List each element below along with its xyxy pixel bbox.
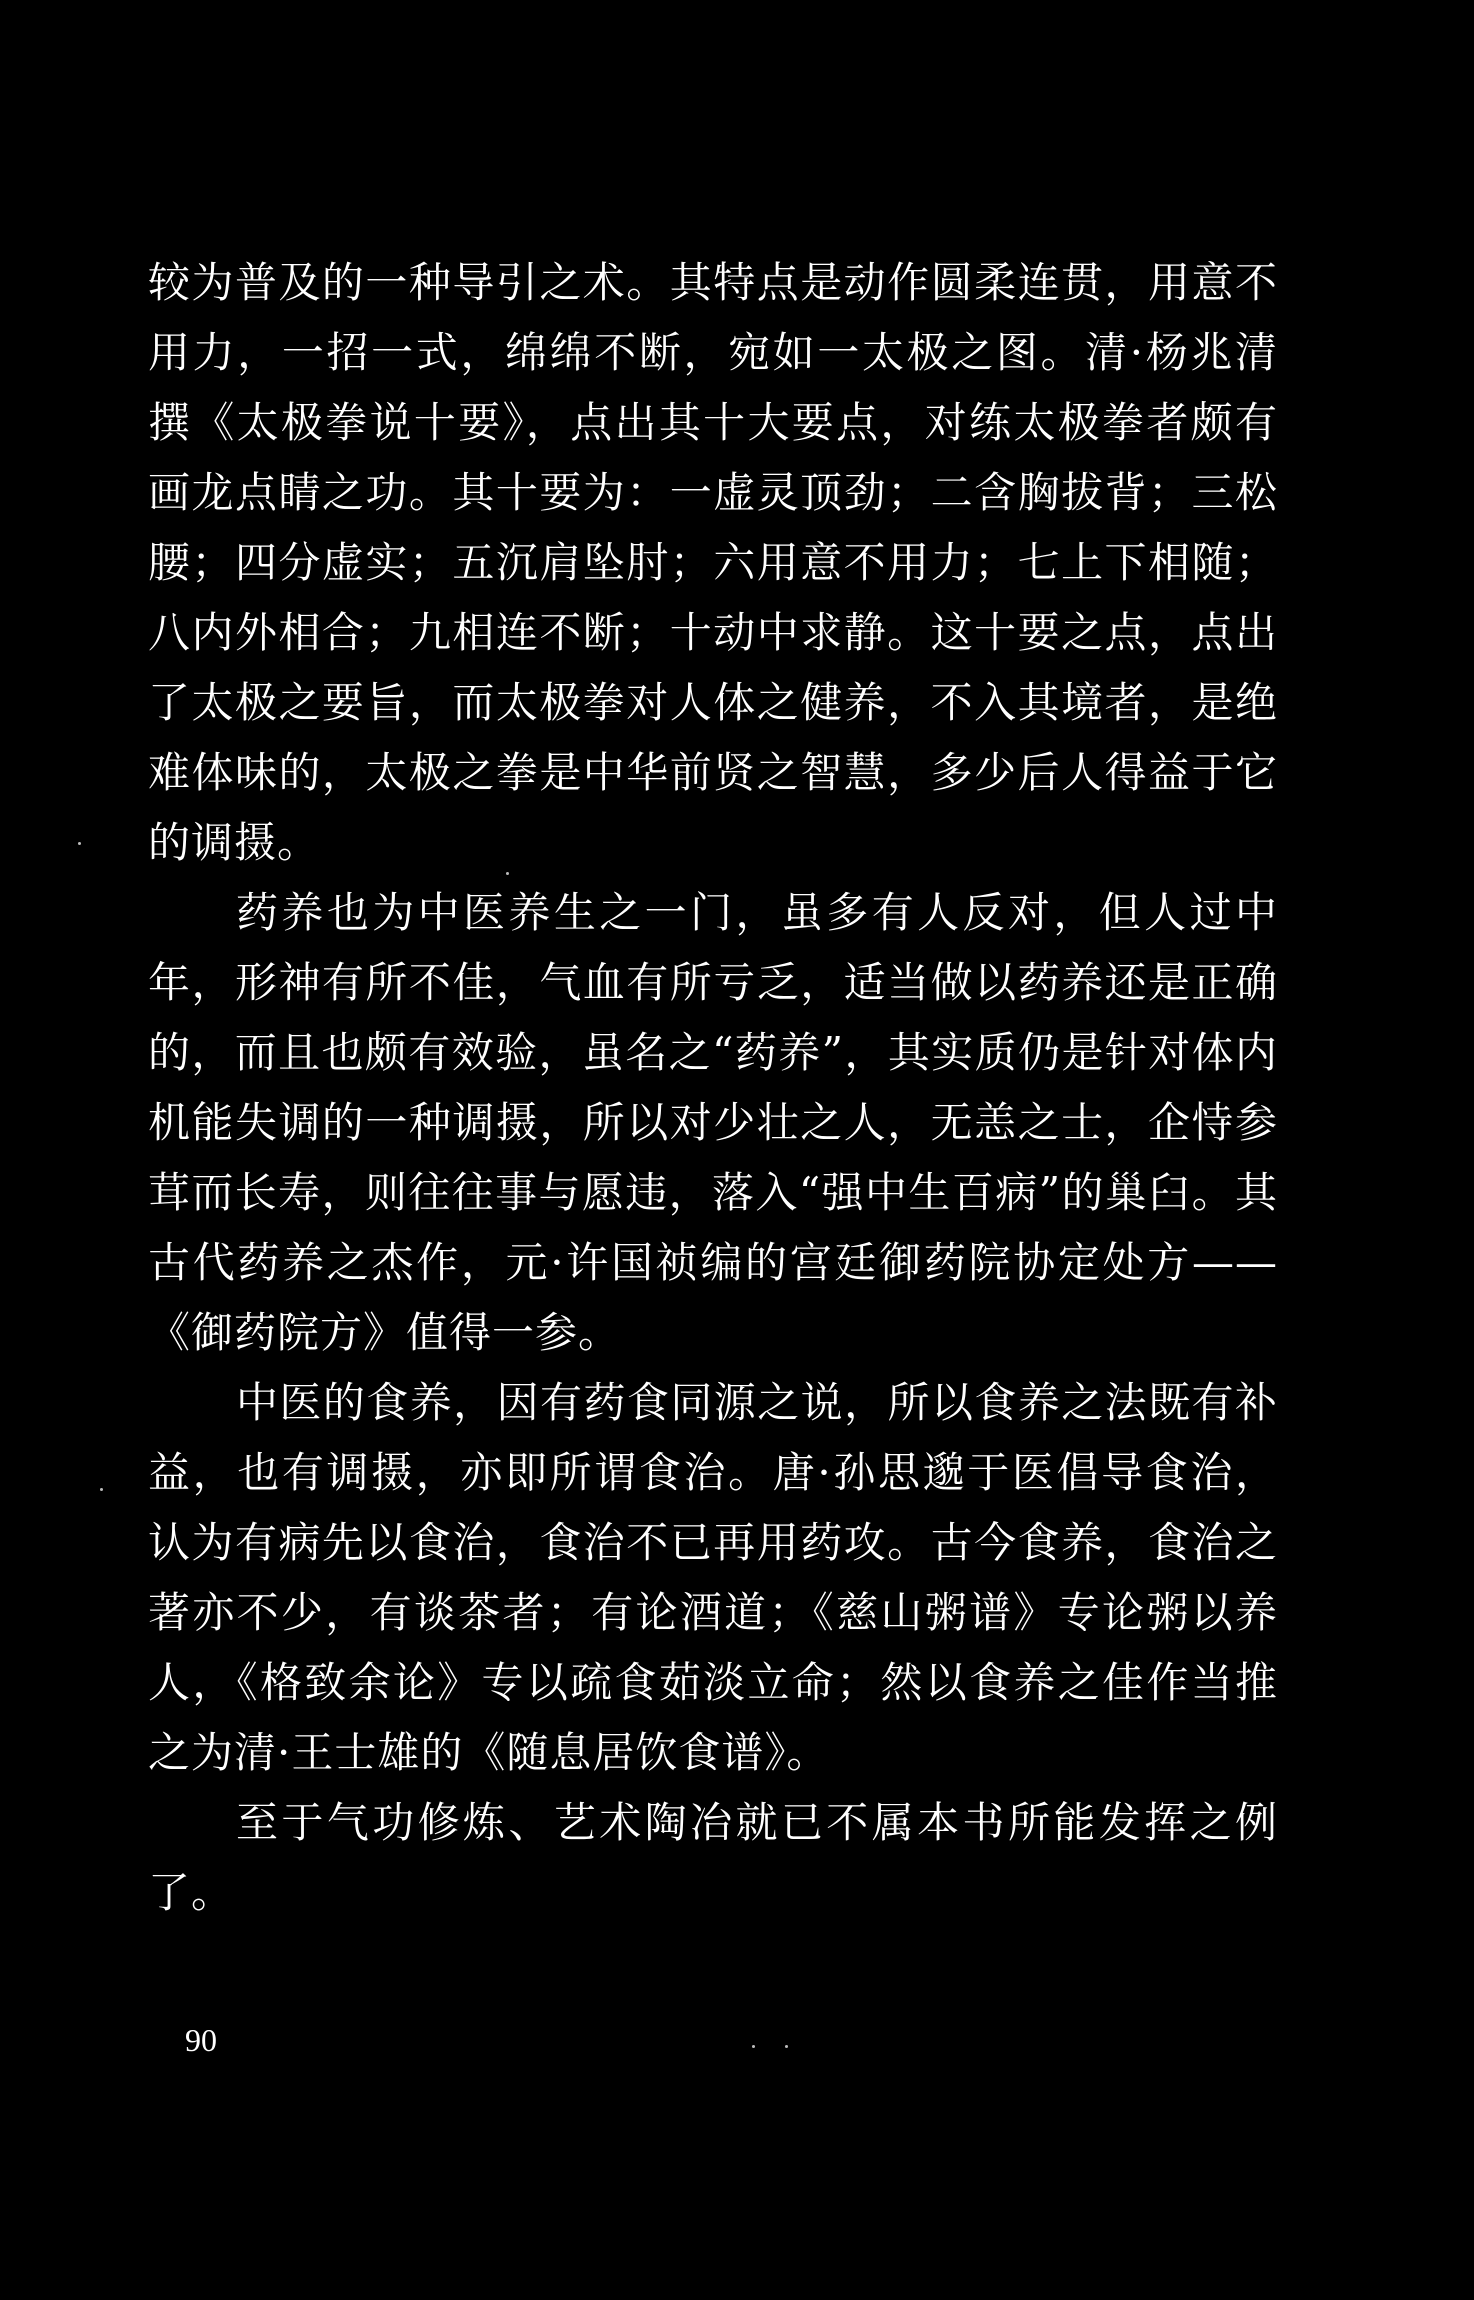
scan-speck [506,872,509,875]
scan-speck [752,2045,755,2048]
body-text [148,248,1278,1928]
page-number: 90 [185,2022,217,2058]
scan-speck [100,1488,103,1491]
paragraph-medicine: 药养也为中医养生之一门，虽多有人反对，但人过中年，形神有所不佳，气血有所亏乏，适当做以药养还是正确的，而且也颇有效验，虽名之“药养”，其实质仍是针对体内机能失调的一种调摄，所以对少壮之人，无恙之士，企恃参茸而长寿，则往往事与愿违，落入“强中生百病”的巢臼。其古代药养之杰作，元·许国祯编的宫廷御药院协定处方——《御药院方》值得一参。 [148,888,1278,1357]
paragraph-taiji: 较为普及的一种导引之术。其特点是动作圆柔连贯，用意不用力，一招一式，绵绵不断，宛如一太极之图。清·杨兆清撰《太极拳说十要》，点出其十大要点，对练太极拳者颇有画龙点睛之功。其十要为：一虚灵顶劲；二含胸拔背；三松腰；四分虚实；五沉肩坠肘；六用意不用力；七上下相随；八内外相合；九相连不断；十动中求静。这十要之点，点出了太极之要旨，而太极拳对人体之健养，不入其境者，是绝难体味的，太极之拳是中华前贤之智慧，多少后人得益于它的调摄。 [148,258,1278,867]
paragraph-diet: 中医的食养，因有药食同源之说，所以食养之法既有补益，也有调摄，亦即所谓食治。唐·孙思邈于医倡导食治，认为有病先以食治，食治不已再用药攻。古今食养，食治之著亦不少，有谈茶者；有论酒道；《慈山粥谱》专论粥以养人，《格致余论》专以疏食茹淡立命；然以食养之佳作当推之为清·王士雄的《随息居饮食谱》。 [148,1378,1278,1777]
scan-speck [785,2045,788,2048]
scan-speck [78,842,81,845]
paragraph-qigong: 至于气功修炼、艺术陶冶就已不属本书所能发挥之例了。 [148,1798,1278,1917]
